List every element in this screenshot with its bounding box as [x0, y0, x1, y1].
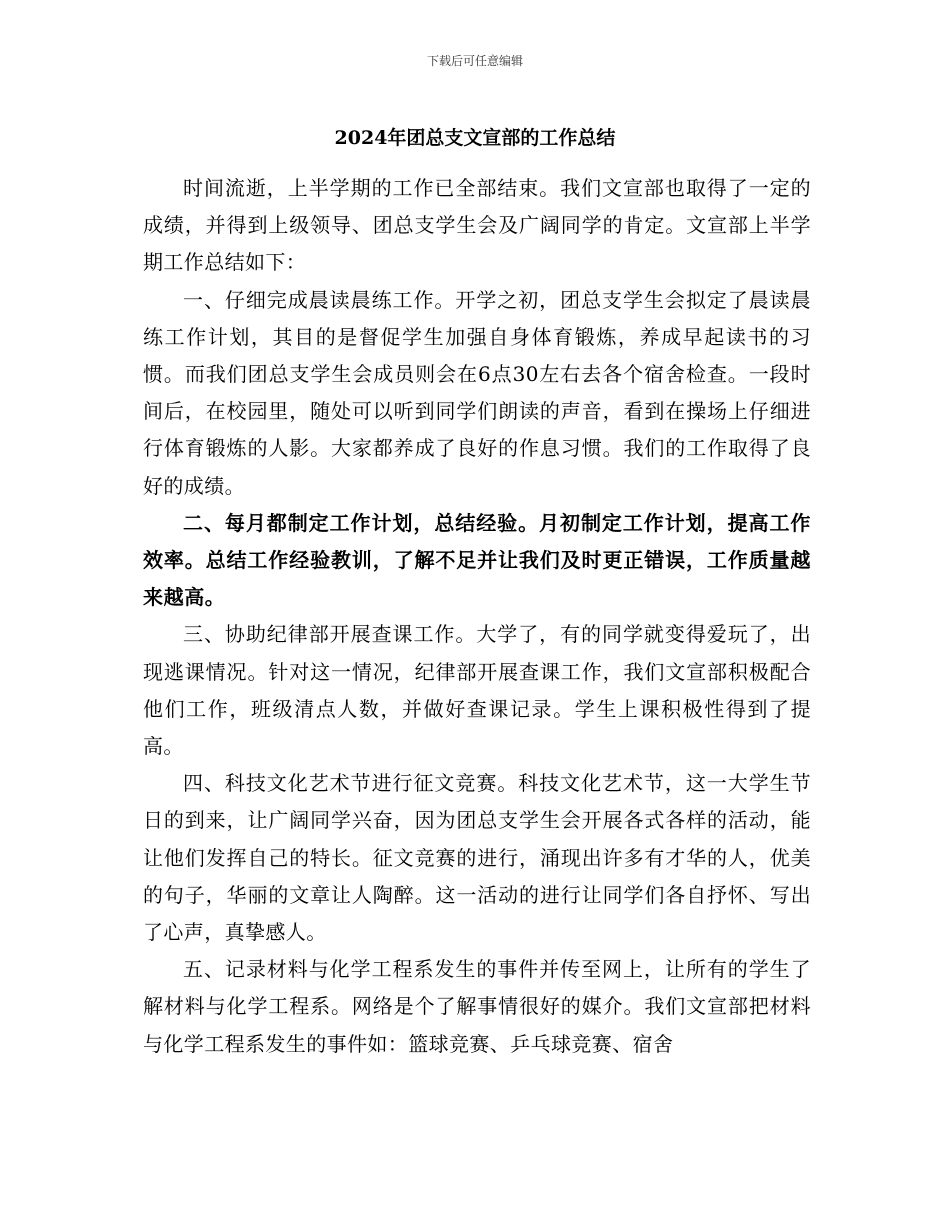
paragraph-item-2: 二、每月都制定工作计划，总结经验。月初制定工作计划，提高工作效率。总结工作经验教训，了解不足并让我们及时更正错误，工作质量越来越高。 — [143, 510, 811, 610]
header-note: 下载后可任意编辑 — [426, 54, 523, 68]
document-title: 2024年团总支文宣部的工作总结 — [334, 127, 616, 149]
paragraph-intro: 时间流逝，上半学期的工作已全部结束。我们文宣部也取得了一定的成绩，并得到上级领导、团总支学生会及广阔同学的肯定。文宣部上半学期工作总结如下： — [143, 176, 811, 275]
paragraph-item-1: 一、仔细完成晨读晨练工作。开学之初，团总支学生会拟定了晨读晨练工作计划，其目的是督促学生加强自身体育锻炼，养成早起读书的习惯。而我们团总支学生会成员则会在6点30左右去各个宿舍检查。一段时间后，在校园里，随处可以听到同学们朗读的声音，看到在操场上仔细进行体育锻炼的人影。大家都养成了良好的作息习惯。我们的工作取得了良好的成绩。 — [143, 287, 811, 498]
document-body — [143, 170, 811, 1063]
paragraph-item-3: 三、协助纪律部开展查课工作。大学了，有的同学就变得爱玩了，出现逃课情况。针对这一情况，纪律部开展查课工作，我们文宣部积极配合他们工作，班级清点人数，并做好查课记录。学生上课积极性得到了提高。 — [143, 622, 811, 759]
paragraph-item-5: 五、记录材料与化学工程系发生的事件并传至网上，让所有的学生了解材料与化学工程系。网络是个了解事情很好的媒介。我们文宣部把材料与化学工程系发生的事件如：篮球竞赛、乒乓球竞赛、宿舍 — [143, 957, 811, 1056]
paragraph-item-4: 四、科技文化艺术节进行征文竞赛。科技文化艺术节，这一大学生节日的到来，让广阔同学兴奋，因为团总支学生会开展各式各样的活动，能让他们发挥自己的特长。征文竞赛的进行，涌现出许多有才华的人，优美的句子，华丽的文章让人陶醉。这一活动的进行让同学们各自抒怀、写出了心声，真挚感人。 — [143, 771, 811, 945]
